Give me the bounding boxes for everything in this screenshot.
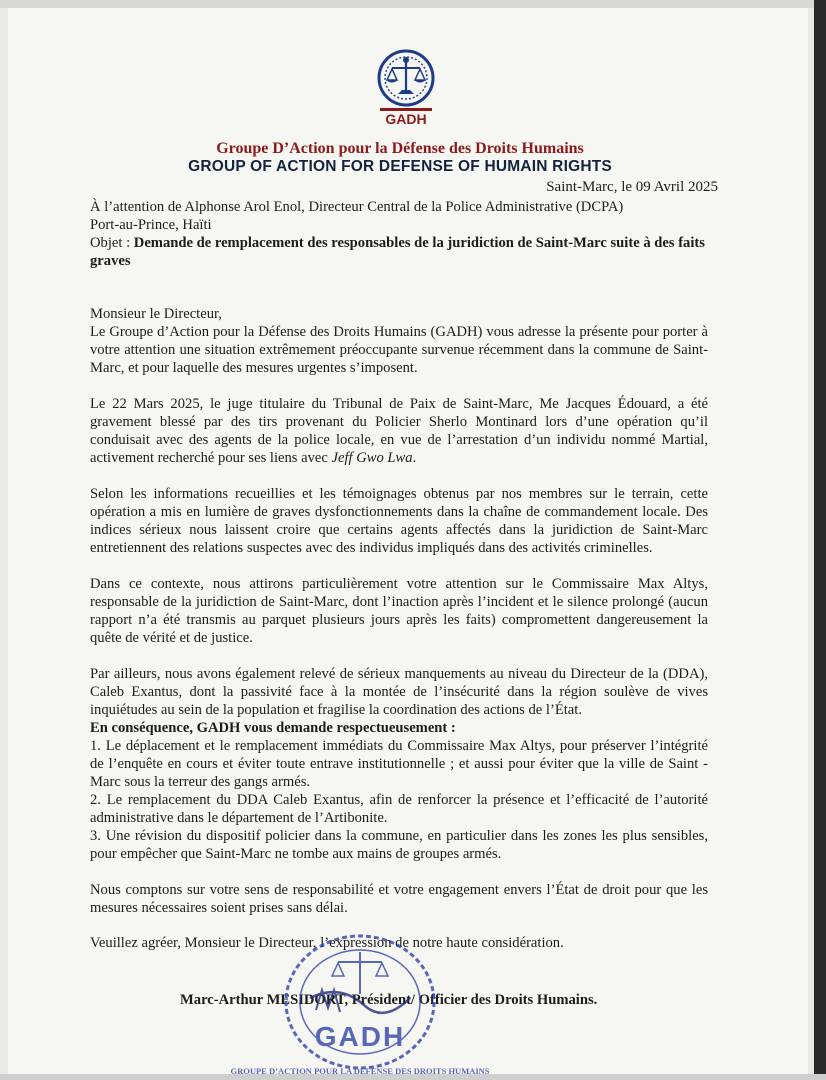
recipient-line: À l’attention de Alphonse Arol Enol, Directeur Central de la Police Administrative (DCPA) (90, 199, 624, 215)
dateline: Saint-Marc, le 09 Avril 2025 (546, 179, 718, 195)
subject-line (90, 234, 708, 270)
gang-leader-name: Jeff Gwo Lwa (331, 450, 413, 466)
letter-body (90, 198, 708, 952)
paragraph-intro: Le Groupe d’Action pour la Défense des Droits Humains (GADH) vous adresse la présente pour porter à votre attention une situation extrêmement préoccupante survenue récemment dans la commune de Saint-Marc, et pour laquelle des mesures urgentes s’imposent. (90, 324, 708, 376)
demand-item: 3. Une révision du dispositif policier dans la commune, en particulier dans les zones les plus sensibles, pour empêcher que Saint-Marc ne tombe aux mains de groupes armés. (90, 828, 708, 862)
paragraph-incident (90, 395, 708, 467)
logo-text: GADH (385, 111, 427, 127)
subject-text: Demande de remplacement des responsables de la juridiction de Saint-Marc suite à des faits graves (90, 235, 705, 269)
screen-right-edge (814, 0, 826, 1080)
org-name-french: Groupe D’Action pour la Défense des Droits Humains (216, 140, 584, 157)
recipient-city: Port-au-Prince, Haïti (90, 217, 212, 233)
paragraph-dda: Par ailleurs, nous avons également relevé de sérieux manquements au niveau du Directeur de la (DDA), Caleb Exantus, dont la passivité face à la montée de l’insécurité dans la région soulève de vives inquiétudes au sein de la population et fragilise la coordination des actions de l’État. (90, 666, 708, 718)
stamp-scales-icon (332, 952, 388, 994)
paragraph-incident-end: . (412, 450, 417, 466)
subject-label: Objet : (90, 235, 134, 251)
org-name-english: GROUP OF ACTION FOR DEFENSE OF HUMAIN RIGHTS (188, 158, 612, 175)
closing-paragraph: Nous comptons sur votre sens de responsabilité et votre engagement envers l’État de droit pour que les mesures nécessaires soient prises sans délai. (90, 882, 708, 916)
stamp-text: GADH (314, 1021, 406, 1052)
letter-page (8, 8, 808, 1074)
salutation: Monsieur le Directeur, (90, 306, 222, 322)
scales-of-justice-icon (379, 51, 433, 105)
handwritten-signature (310, 992, 410, 1013)
paragraph-findings: Selon les informations recueillies et les témoignages obtenus par nos membres sur le terrain, cette opération a mis en lumière de graves dysfonctionnements dans la chaîne de commandement locale. Des indices sérieux nous laissent croire que certains agents affectés dans la juridiction de Saint-Marc entretiennent des relations suspectes avec des individus impliqués dans des activités criminelles. (90, 486, 708, 556)
paragraph-commissioner: Dans ce contexte, nous attirons particulièrement votre attention sur le Commissaire Max Altys, responsable de la juridiction de Saint-Marc, dont l’inaction après l’incident et le silence prolongé (aucun rapport n’a été transmis au parquet plusieurs jours après les faits) compromettent dangereusement la quête de vérité et de justice. (90, 576, 708, 646)
demand-item: 1. Le déplacement et le remplacement immédiats du Commissaire Max Altys, pour préserver l’intégrité de l’enquête en cours et éviter toute entrave institutionnelle ; et aussi pour éviter que la ville de Saint -Marc sous la terreur des gangs armés. (90, 738, 708, 790)
paragraph-incident-text: Le 22 Mars 2025, le juge titulaire du Tribunal de Paix de Saint-Marc, Me Jacques Édouard, a été gravement blessé par des tirs provenant du Policier Sherlo Montinard lors d’une opération qu’il conduisait avec des agents de la police locale, en vue de l’arrestation d’un individu nommé Martial, activement recherché pour ses liens avec (90, 396, 708, 466)
screen-top-edge (0, 0, 826, 8)
signature-line: Marc-Arthur MESIDORT, Président/ Officier des Droits Humains. (180, 992, 598, 1008)
demands-heading: En conséquence, GADH vous demande respectueusement : (90, 720, 456, 736)
demand-item: 2. Le remplacement du DDA Caleb Exantus, afin de renforcer la présence et l’efficacité de l’autorité administrative dans le département de l’Artibonite. (90, 792, 708, 826)
gadh-logo (368, 48, 444, 130)
closing-formula: Veuillez agréer, Monsieur le Directeur, l’expression de notre haute considération. (90, 935, 564, 951)
stamp-ring-text: GROUPE D’ACTION POUR LA DÉFENSE DES DROITS HUMAINS (230, 1066, 490, 1076)
